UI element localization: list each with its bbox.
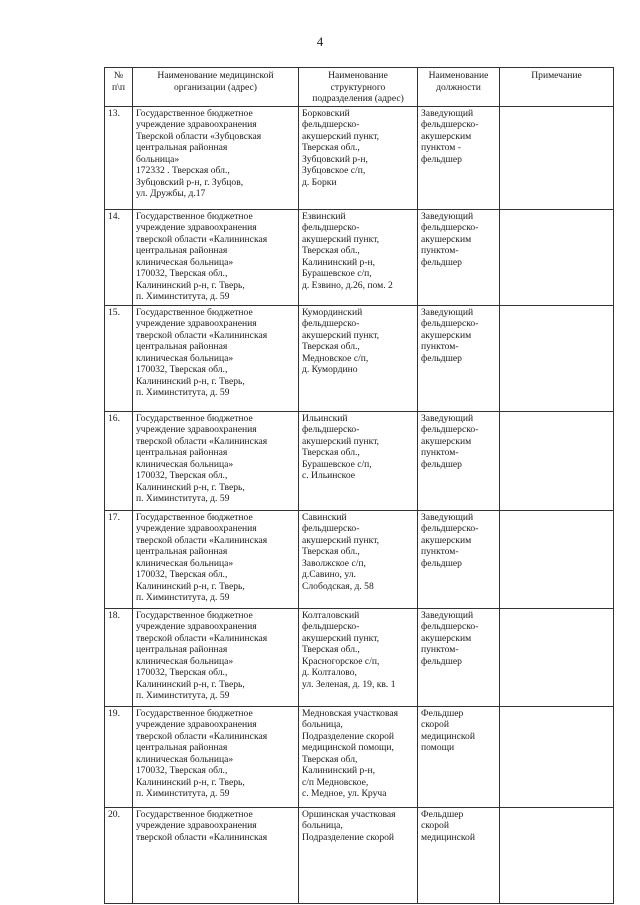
cell-line: Фельдшер: [421, 707, 464, 719]
cell-line: Калининский р-н,: [302, 256, 376, 268]
cell-line: тверской области «Калининская: [136, 730, 268, 742]
table-row: [105, 608, 614, 706]
cell-line: Подразделение скорой: [302, 831, 395, 843]
cell-line: Тверская обл.,: [302, 447, 360, 458]
cell-line: фельдшерско-: [302, 119, 360, 130]
cell-line: скорой: [421, 820, 449, 831]
cell-line: фельдшерско-: [421, 621, 479, 632]
cell-line: пунктом-: [421, 447, 459, 458]
cell-line: фельдшерско-: [421, 318, 479, 329]
cell-line: д. Борки: [302, 176, 337, 188]
cell-line: клиническая больница»: [136, 655, 234, 667]
cell-line: учреждение здравоохранения: [136, 318, 257, 329]
cell-line: учреждение здравоохранения: [136, 523, 257, 534]
cell-line: Государственное бюджетное: [136, 707, 253, 719]
cell-line: 170032, Тверская обл.,: [136, 667, 228, 678]
cell-line: Тверская обл,: [302, 753, 358, 765]
cell-line: акушерский пункт,: [302, 233, 380, 245]
cell-line: п. Химинститута, д. 59: [136, 690, 230, 701]
cell-line: фельдшерско-: [302, 424, 360, 435]
row-number: 18.: [105, 608, 133, 706]
table-header-row: [105, 68, 614, 107]
cell-line: акушерским: [421, 435, 472, 447]
organization-cell: [133, 106, 299, 209]
row-number: 16.: [105, 411, 133, 510]
cell-line: Заведующий: [421, 412, 474, 424]
cell-line: центральная районная: [136, 644, 228, 655]
cell-line: Государственное бюджетное: [136, 210, 253, 222]
cell-line: центральная районная: [136, 142, 228, 153]
cell-line: Ильинский: [302, 412, 348, 424]
cell-line: структурного: [330, 81, 386, 93]
cell-line: клиническая больница»: [136, 753, 234, 765]
table-row: [105, 807, 614, 903]
cell-line: Тверская обл.,: [302, 245, 360, 256]
subdivision-cell: [299, 209, 418, 305]
cell-line: учреждение здравоохранения: [136, 621, 257, 632]
note-cell: [500, 608, 614, 706]
cell-line: с. Ильинское: [302, 470, 356, 481]
table-row: [105, 106, 614, 209]
cell-line: ул. Дружбы, д.17: [136, 188, 206, 199]
cell-line: тверской области «Калининская: [136, 329, 268, 341]
organization-cell: [133, 411, 299, 510]
position-cell: [418, 807, 500, 903]
cell-line: центральная районная: [136, 245, 228, 256]
cell-line: организации (адрес): [174, 81, 257, 93]
note-cell: [500, 305, 614, 411]
position-cell: [418, 608, 500, 706]
cell-line: Тверская обл.,: [302, 341, 360, 352]
cell-line: Примечание: [531, 70, 582, 81]
subdivision-cell: [299, 411, 418, 510]
page-number: 4: [316, 34, 324, 49]
cell-line: учреждение здравоохранения: [136, 119, 257, 130]
cell-line: больница»: [136, 153, 180, 165]
cell-line: п. Химинститута, д. 59: [136, 291, 230, 302]
cell-line: 170032, Тверская обл.,: [136, 470, 228, 481]
cell-line: учреждение здравоохранения: [136, 424, 257, 435]
table-row: [105, 510, 614, 608]
note-cell: [500, 411, 614, 510]
cell-line: п\п: [112, 81, 125, 93]
cell-line: подразделения (адрес): [312, 93, 404, 104]
note-cell: [500, 706, 614, 807]
cell-line: Слободская, д. 58: [302, 580, 374, 592]
cell-line: Кумординский: [302, 306, 363, 318]
cell-line: Калининский р-н, г. Тверь,: [136, 375, 245, 387]
cell-line: Бурашевское с/п,: [302, 458, 372, 470]
cell-line: должности: [436, 81, 481, 93]
subdivision-cell: [299, 106, 418, 209]
cell-line: Красногорское с/п,: [302, 655, 380, 667]
organization-cell: [133, 209, 299, 305]
table-row: [105, 411, 614, 510]
cell-line: акушерский пункт,: [302, 435, 380, 447]
cell-line: фельдшерско-: [421, 119, 479, 130]
cell-line: клиническая больница»: [136, 352, 234, 364]
note-cell: [500, 106, 614, 209]
cell-line: д. Кумордино: [302, 364, 358, 375]
cell-line: фельдшер: [421, 458, 462, 470]
cell-line: д. Колталово,: [302, 667, 357, 678]
cell-line: 172332 . Тверская обл.,: [136, 165, 230, 176]
cell-line: с. Медное, ул. Круча: [302, 788, 387, 799]
cell-line: Оршинская участковая: [302, 808, 396, 820]
cell-line: Медновское с/п,: [302, 352, 369, 364]
cell-line: Государственное бюджетное: [136, 306, 253, 318]
cell-line: Савинский: [302, 511, 347, 523]
cell-line: Бурашевское с/п,: [302, 268, 372, 279]
position-cell: [418, 411, 500, 510]
cell-line: Подразделение скорой: [302, 730, 395, 742]
cell-line: Заведующий: [421, 210, 474, 222]
cell-line: 170032, Тверская обл.,: [136, 268, 228, 279]
cell-line: д. Езвино, д.26, пом. 2: [302, 279, 393, 291]
cell-line: центральная районная: [136, 447, 228, 458]
table-row: [105, 706, 614, 807]
cell-line: тверской области «Калининская: [136, 534, 268, 546]
cell-line: медицинской помощи,: [302, 742, 394, 753]
cell-line: клиническая больница»: [136, 458, 234, 470]
cell-line: учреждение здравоохранения: [136, 719, 257, 730]
cell-line: акушерский пункт,: [302, 130, 380, 142]
row-number: 19.: [105, 706, 133, 807]
cell-line: п. Химинститута, д. 59: [136, 387, 230, 398]
cell-line: Государственное бюджетное: [136, 107, 253, 119]
header-note: [500, 68, 614, 107]
note-cell: [500, 510, 614, 608]
cell-line: №: [113, 70, 124, 81]
cell-line: Наименование: [428, 70, 489, 81]
row-number: 13.: [105, 106, 133, 209]
cell-line: фельдшерско-: [421, 222, 479, 233]
cell-line: 170032, Тверская обл.,: [136, 364, 228, 375]
cell-line: клиническая больница»: [136, 256, 234, 268]
cell-line: фельдшер: [421, 256, 462, 268]
position-cell: [418, 305, 500, 411]
cell-line: Государственное бюджетное: [136, 412, 253, 424]
cell-line: акушерский пункт,: [302, 632, 380, 644]
cell-line: Зубцовский р-н,: [302, 153, 368, 165]
cell-line: Калининский р-н,: [302, 765, 376, 776]
cell-line: фельдшер: [421, 153, 462, 165]
cell-line: фельдшерско-: [302, 523, 360, 534]
subdivision-cell: [299, 807, 418, 903]
cell-line: Калининский р-н, г. Тверь,: [136, 776, 245, 788]
cell-line: Борковский: [302, 107, 350, 119]
cell-line: центральная районная: [136, 341, 228, 352]
cell-line: п. Химинститута, д. 59: [136, 493, 230, 504]
organization-cell: [133, 305, 299, 411]
organization-cell: [133, 807, 299, 903]
cell-line: Тверская обл.,: [302, 142, 360, 153]
cell-line: пунктом-: [421, 644, 459, 655]
organization-cell: [133, 706, 299, 807]
cell-line: Тверская обл.,: [302, 644, 360, 655]
subdivision-cell: [299, 510, 418, 608]
cell-line: 170032, Тверская обл.,: [136, 765, 228, 776]
cell-line: Заведующий: [421, 511, 474, 523]
position-cell: [418, 209, 500, 305]
position-cell: [418, 706, 500, 807]
cell-line: клиническая больница»: [136, 557, 234, 569]
cell-line: Заволжское с/п,: [302, 557, 366, 569]
cell-line: акушерским: [421, 632, 472, 644]
cell-line: Медновская участковая: [302, 707, 399, 719]
cell-line: Колталовский: [302, 609, 360, 621]
cell-line: п. Химинститута, д. 59: [136, 592, 230, 603]
cell-line: п. Химинститута, д. 59: [136, 788, 230, 799]
cell-line: скорой: [421, 719, 449, 730]
cell-line: Заведующий: [421, 609, 474, 621]
cell-line: 170032, Тверская обл.,: [136, 569, 228, 580]
medical-organizations-table: [104, 67, 614, 904]
cell-line: акушерский пункт,: [302, 534, 380, 546]
header-subdivision: [299, 68, 418, 107]
cell-line: Наименование медицинской: [157, 70, 274, 81]
cell-line: акушерский пункт,: [302, 329, 380, 341]
cell-line: фельдшер: [421, 655, 462, 667]
cell-line: Калининский р-н, г. Тверь,: [136, 580, 245, 592]
cell-line: с/п Медновское,: [302, 776, 369, 788]
cell-line: пунктом-: [421, 341, 459, 352]
cell-line: фельдшерско-: [421, 424, 479, 435]
row-number: 20.: [105, 807, 133, 903]
subdivision-cell: [299, 608, 418, 706]
note-cell: [500, 807, 614, 903]
organization-cell: [133, 608, 299, 706]
cell-line: Калининский р-н, г. Тверь,: [136, 678, 245, 690]
cell-line: тверской области «Калининская: [136, 435, 268, 447]
note-cell: [500, 209, 614, 305]
cell-line: тверской области «Калининская: [136, 831, 268, 843]
cell-line: Государственное бюджетное: [136, 511, 253, 523]
cell-line: учреждение здравоохранения: [136, 222, 257, 233]
cell-line: Тверской области «Зубцовская: [136, 130, 262, 142]
subdivision-cell: [299, 706, 418, 807]
cell-line: фельдшерско-: [302, 318, 360, 329]
cell-line: фельдшер: [421, 557, 462, 569]
cell-line: фельдшерско-: [421, 523, 479, 534]
row-number: 15.: [105, 305, 133, 411]
cell-line: акушерским: [421, 534, 472, 546]
row-number: 14.: [105, 209, 133, 305]
cell-line: пунктом-: [421, 245, 459, 256]
organization-cell: [133, 510, 299, 608]
cell-line: Государственное бюджетное: [136, 808, 253, 820]
cell-line: фельдшерско-: [302, 222, 360, 233]
cell-line: Заведующий: [421, 306, 474, 318]
cell-line: пунктом -: [421, 142, 461, 153]
cell-line: медицинской: [421, 730, 475, 742]
cell-line: Государственное бюджетное: [136, 609, 253, 621]
cell-line: Фельдшер: [421, 808, 464, 820]
row-number: 17.: [105, 510, 133, 608]
header-organization: [133, 68, 299, 107]
cell-line: Калининский р-н, г. Тверь,: [136, 481, 245, 493]
subdivision-cell: [299, 305, 418, 411]
cell-line: Зубцовское с/п,: [302, 165, 366, 176]
cell-line: учреждение здравоохранения: [136, 820, 257, 831]
cell-line: Езвинский: [302, 210, 346, 222]
position-cell: [418, 106, 500, 209]
cell-line: д.Савино, ул.: [302, 569, 356, 580]
cell-line: ул. Зеленая, д. 19, кв. 1: [302, 678, 396, 690]
table-row: [105, 209, 614, 305]
cell-line: акушерским: [421, 130, 472, 142]
cell-line: акушерским: [421, 329, 472, 341]
header-position: [418, 68, 500, 107]
cell-line: пунктом-: [421, 546, 459, 557]
cell-line: Заведующий: [421, 107, 474, 119]
cell-line: Калининский р-н, г. Тверь,: [136, 279, 245, 291]
cell-line: больница,: [302, 820, 343, 831]
cell-line: тверской области «Калининская: [136, 233, 268, 245]
header-num: [105, 68, 133, 107]
cell-line: Зубцовский р-н, г. Зубцов,: [136, 176, 244, 188]
cell-line: фельдшер: [421, 352, 462, 364]
cell-line: центральная районная: [136, 742, 228, 753]
cell-line: акушерским: [421, 233, 472, 245]
cell-line: тверской области «Калининская: [136, 632, 268, 644]
cell-line: помощи: [421, 742, 455, 753]
cell-line: фельдшерско-: [302, 621, 360, 632]
cell-line: медицинской: [421, 831, 475, 843]
cell-line: больница,: [302, 719, 343, 730]
position-cell: [418, 510, 500, 608]
table-row: [105, 305, 614, 411]
cell-line: Наименование: [328, 70, 388, 81]
cell-line: центральная районная: [136, 546, 228, 557]
cell-line: Тверская обл.,: [302, 546, 360, 557]
